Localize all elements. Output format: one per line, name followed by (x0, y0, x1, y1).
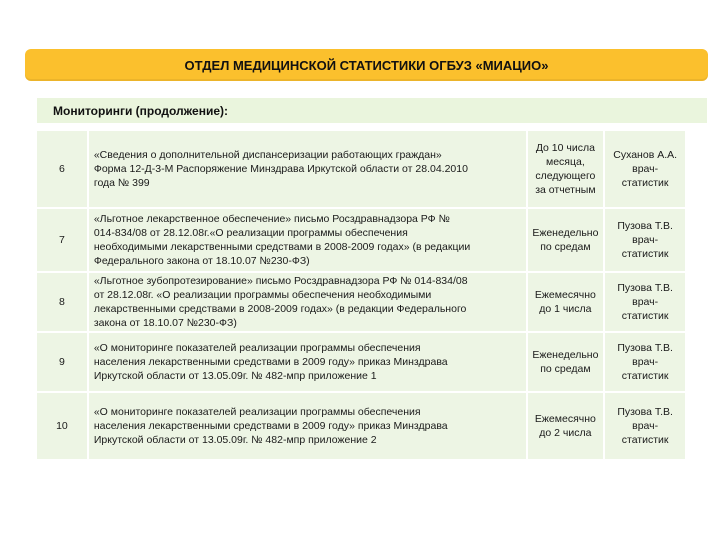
row-responsible: Пузова Т.В. врач- статистик (617, 282, 673, 322)
row-number: 8 (59, 296, 65, 308)
page-title: ОТДЕЛ МЕДИЦИНСКОЙ СТАТИСТИКИ ОГБУЗ «МИАЦИО» (184, 57, 549, 73)
row-deadline: Еженедельно по средам (532, 349, 599, 375)
description-cell (89, 273, 526, 331)
deadline-cell (528, 273, 604, 331)
row-description: «Льготное зубопротезирование» письмо Росздравнадзора РФ № 014-834/08 от 28.12.08г. «О реализации программы обеспечения необходимыми лекарственными средствами в 2008-2009 годах» (в редакции Федерального закона от 18.10.07 №230-ФЗ) (93, 275, 468, 329)
page-title-bar (25, 49, 708, 81)
responsible-cell (605, 333, 685, 391)
table-row (37, 273, 685, 333)
row-responsible: Пузова Т.В. врач- статистик (617, 342, 673, 382)
row-number: 6 (59, 163, 65, 175)
row-number-cell (37, 273, 87, 331)
row-number-cell (37, 333, 87, 391)
row-deadline: Ежемесячно до 2 числа (534, 413, 596, 439)
row-responsible: Пузова Т.В. врач- статистик (617, 220, 673, 260)
description-cell (89, 393, 526, 459)
section-subtitle-bar (37, 98, 707, 123)
row-number: 7 (59, 234, 65, 246)
row-number: 9 (59, 356, 65, 368)
deadline-cell (528, 209, 604, 271)
row-description: «О мониторинге показателей реализации программы обеспечения населения лекарственными средствами в 2009 году» приказ Минздрава Иркутской области от 13.05.09г. № 482-мпр приложение 1 (93, 342, 448, 382)
table-row (37, 131, 685, 209)
table-row (37, 393, 685, 461)
row-responsible: Суханов А.А. врач- статистик (613, 149, 678, 189)
row-number-cell (37, 393, 87, 459)
row-number-cell (37, 209, 87, 271)
row-number: 10 (56, 420, 68, 432)
responsible-cell (605, 273, 685, 331)
row-description: «О мониторинге показателей реализации программы обеспечения населения лекарственными средствами в 2009 году» приказ Минздрава Иркутской области от 13.05.09г. № 482-мпр приложение 2 (93, 406, 448, 446)
deadline-cell (528, 333, 604, 391)
description-cell (89, 131, 526, 207)
row-deadline: Еженедельно по средам (532, 227, 599, 253)
description-cell (89, 209, 526, 271)
row-responsible: Пузова Т.В. врач- статистик (617, 406, 673, 446)
deadline-cell (528, 393, 604, 459)
monitoring-table (37, 131, 685, 461)
row-description: «Льготное лекарственное обеспечение» письмо Росздравнадзора РФ № 014-834/08 от 28.12.08г.«О реализации программы обеспечения необходимыми лекарственными средствами в 2008-2009 годах» (в редакции Федерального закона от 18.10.07 №230-ФЗ) (93, 213, 471, 267)
deadline-cell (528, 131, 604, 207)
row-deadline: До 10 числа месяца, следующего за отчетным (535, 142, 596, 196)
responsible-cell (605, 131, 685, 207)
row-description: «Сведения о дополнительной диспансеризации работающих граждан» Форма 12-Д-3-М Распоряжение Минздрава Иркутской области от 28.04.2010 года № 399 (93, 149, 468, 189)
responsible-cell (605, 393, 685, 459)
table-row (37, 209, 685, 273)
row-deadline: Ежемесячно до 1 числа (534, 289, 596, 315)
section-subtitle: Мониторинги (продолжение): (53, 103, 228, 118)
table-row (37, 333, 685, 393)
responsible-cell (605, 209, 685, 271)
description-cell (89, 333, 526, 391)
row-number-cell (37, 131, 87, 207)
